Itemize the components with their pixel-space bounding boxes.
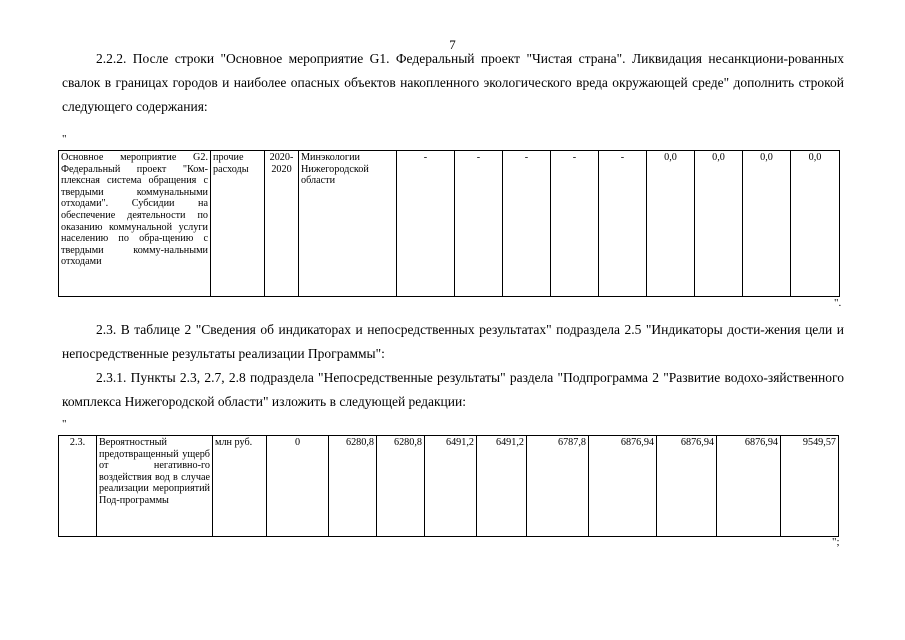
table-row (59, 436, 839, 537)
paragraph-2-2-2: 2.2.2. После строки "Основное мероприятие G1. Федеральный проект "Чистая страна". Ликвидация несанкциони-рованных свалок в границах городов и наиболее опасных объектов накопленного экологического вреда окружающей среде" дополнить строкой следующего содержания: (62, 51, 844, 114)
table-cell-value: 6491,2 (425, 436, 477, 537)
table-cell-value: 6876,94 (589, 436, 657, 537)
table-cell-value: - (503, 151, 551, 297)
table-cell-expense-type: прочие расходы (211, 151, 265, 297)
close-quote-2: "; (832, 536, 840, 548)
table-cell-executor: Минэкологии Нижегородской области (299, 151, 397, 297)
table-cell-value: 6280,8 (329, 436, 377, 537)
table-cell-value: 6876,94 (717, 436, 781, 537)
table-cell-value: 6876,94 (657, 436, 717, 537)
paragraph-2-3-1: 2.3.1. Пункты 2.3, 2.7, 2.8 подраздела "Непосредственные результаты" раздела "Подпрограмма 2 "Развитие водохо-зяйственного комплекса Нижегородской области" изложить в следующей редакции: (62, 370, 844, 409)
table-cell-value: 0,0 (743, 151, 791, 297)
close-quote-1: ". (834, 297, 842, 309)
table-cell-unit: млн руб. (213, 436, 267, 537)
table-cell-period: 2020-2020 (265, 151, 299, 297)
table-indicators (58, 435, 839, 537)
open-quote-2: " (62, 418, 67, 430)
table-cell-value: 6491,2 (477, 436, 527, 537)
table-event-g2 (58, 150, 840, 297)
table-cell-value: 0,0 (647, 151, 695, 297)
table-cell-value: - (551, 151, 599, 297)
table-cell-value: 6787,8 (527, 436, 589, 537)
table-cell-number: 2.3. (59, 436, 97, 537)
table-cell-value: 6280,8 (377, 436, 425, 537)
table-cell-value: - (397, 151, 455, 297)
table-cell-event-name: Основное мероприятие G2. Федеральный проект "Ком-плексная система обращения с твердыми коммунальными отходами". Субсидии на обеспечение деятельности по оказанию коммунальной услуги населению по обра-щению с твердыми комму-нальными отходами (59, 151, 211, 297)
page-number: 7 (449, 37, 456, 52)
table-cell-indicator-name: Вероятностный предотвращенный ущерб от негативно-го воздействия вод в случае реализации мероприятий Под-программы (97, 436, 213, 537)
table-cell-value: - (455, 151, 503, 297)
open-quote-1: " (62, 133, 67, 145)
table-cell-value: - (599, 151, 647, 297)
paragraph-2-3: 2.3. В таблице 2 "Сведения об индикаторах и непосредственных результатах" подраздела 2.5 "Индикаторы дости-жения цели и непосредственные результаты реализации Программы": (62, 322, 844, 361)
table-cell-value: 0 (267, 436, 329, 537)
table-row (59, 151, 840, 297)
table-cell-value: 0,0 (695, 151, 743, 297)
table-cell-value: 0,0 (791, 151, 840, 297)
table-cell-value: 9549,57 (781, 436, 839, 537)
